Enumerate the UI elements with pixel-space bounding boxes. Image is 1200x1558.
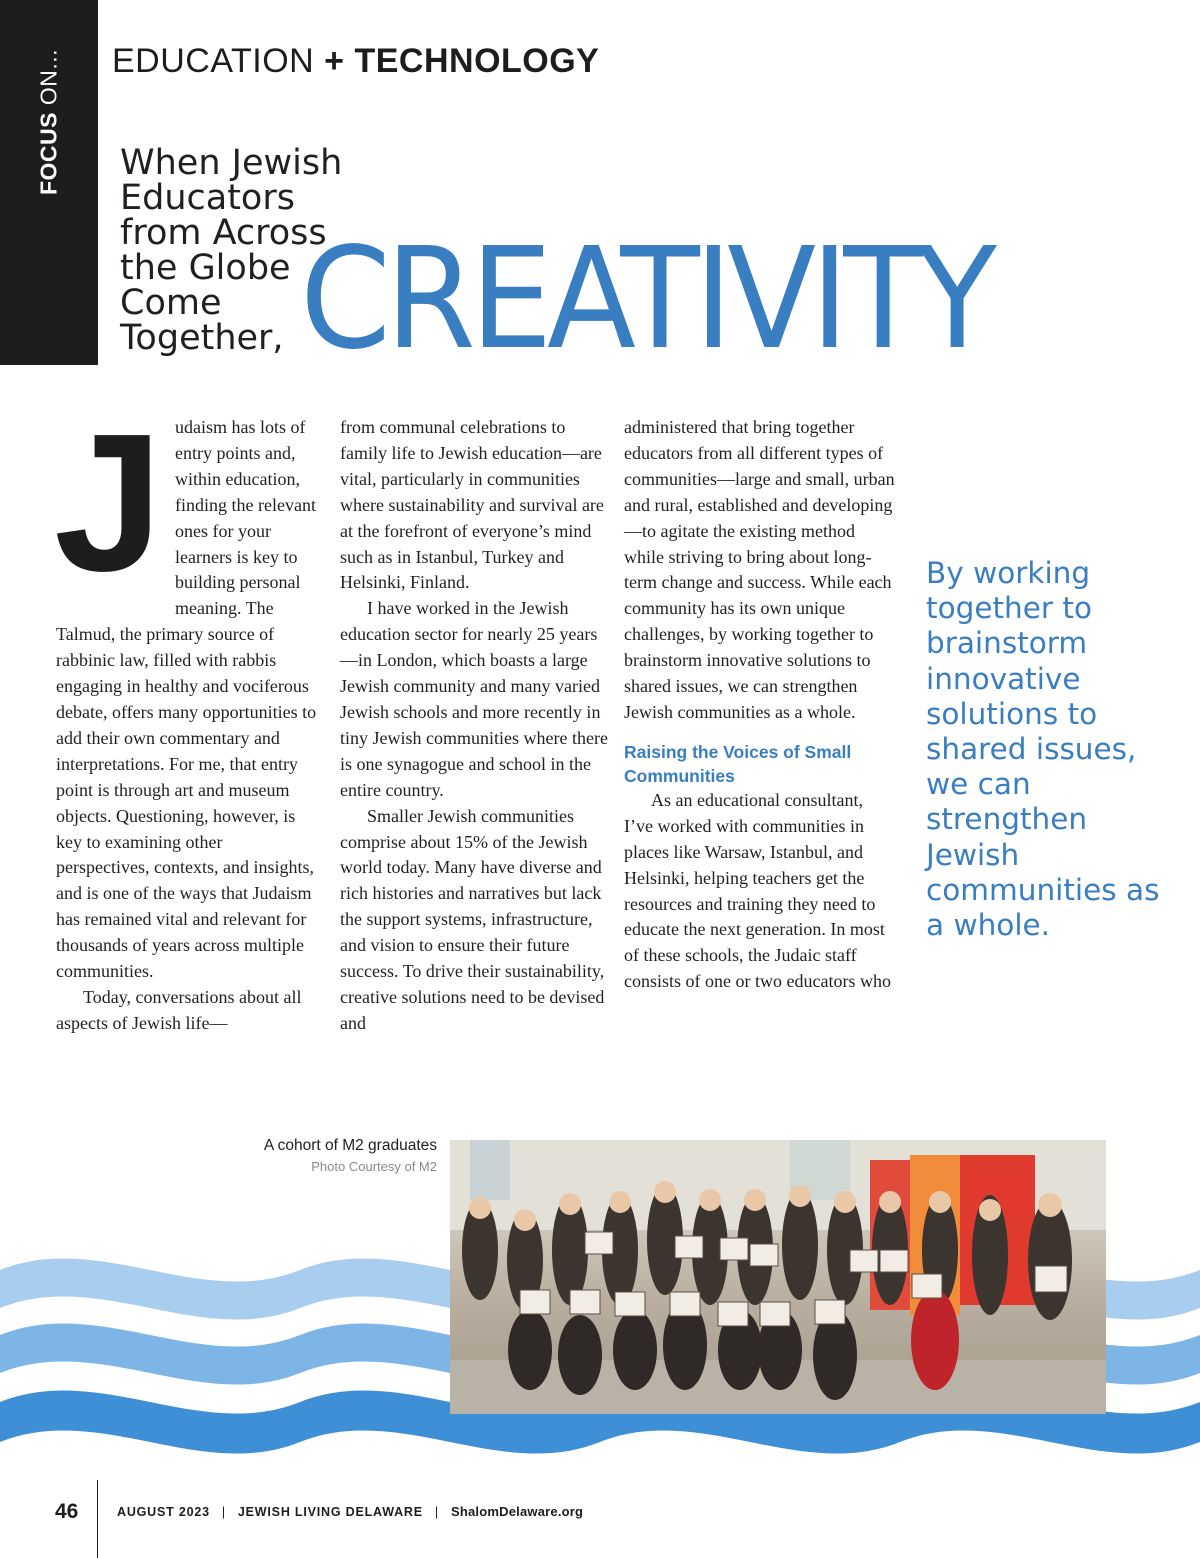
- article-paragraph: from communal celebrations to family life to Jewish education—are vital, particularly in communities where sustainability and survival are at the forefront of everyone’s mind such as in Istanbul, Turkey and Helsinki, Finland.: [340, 417, 604, 593]
- article-column-2: [340, 415, 610, 1037]
- focus-label-light: ON...: [35, 48, 62, 113]
- headline-line: When Jewish: [120, 143, 343, 183]
- drop-cap: J: [54, 393, 164, 612]
- article-paragraph: Smaller Jewish communities comprise about 15% of the Jewish world today. Many have diverse and rich histories and narratives but lack the support systems, infrastructure, and vision to ensure their future success. To drive their sustainability, creative solutions need to be devised and: [340, 805, 605, 1033]
- footer-divider: [97, 1480, 98, 1558]
- footer-website-link[interactable]: ShalomDelaware.org: [450, 1504, 584, 1519]
- headline-big-word: CREATIVITY: [300, 218, 992, 381]
- article-paragraph: administered that bring together educators from all different types of communities—large and small, urban and rural, established and developing—to agitate the existing method while striving to bring about long-term change and success. While each community has its own unique challenges, by working together to brainstorm innovative solutions to shared issues, we can strengthen Jewish communities as a whole.: [624, 417, 895, 722]
- focus-label: [36, 49, 63, 195]
- group-photo-illustration: [450, 1140, 1106, 1414]
- article-paragraph: I have worked in the Jewish education sector for nearly 25 years—in London, which boasts a large Jewish community and many varied Jewish schools and more recently in tiny Jewish communities where there is one synagogue and school in the entire country.: [340, 598, 608, 800]
- headline-line: the Globe: [120, 248, 291, 288]
- section-part1: EDUCATION: [112, 42, 315, 80]
- footer-publication: JEWISH LIVING DELAWARE: [237, 1505, 423, 1519]
- section-heading: [112, 42, 599, 81]
- article-subheading: Raising the Voices of Small Communities: [624, 741, 852, 786]
- article-paragraph: udaism has lots of entry points and, within education, finding the relevant ones for your learners is key to building personal meaning. The Talmud, the primary source of rabbinic law, filled with rabbis engaging in healthy and vociferous debate, offers many opportunities to add their own commentary and interpretations. For me, that entry point is through art and museum objects. Questioning, however, is key to examining other perspectives, contexts, and insights, and is one of the ways that Judaism has remained vital and relevant for thousands of years across multiple communities.: [56, 417, 317, 982]
- focus-sidebar: [0, 0, 98, 365]
- article-paragraph: As an educational consultant, I’ve worked with communities in places like Warsaw, Istanbul, and Helsinki, helping teachers get the resources and training they need to educate the next generation. In most of these schools, the Judaic staff consists of one or two educators who: [624, 789, 891, 992]
- headline-line: Come: [120, 283, 222, 323]
- headline-line: from Across: [120, 213, 327, 253]
- section-plus: +: [314, 42, 355, 80]
- photo-credit: Photo Courtesy of M2: [311, 1159, 437, 1174]
- footer-separator: |: [434, 1505, 439, 1519]
- article-paragraph: Today, conversations about all aspects of Jewish life—: [56, 986, 302, 1033]
- footer-text: [117, 1504, 583, 1519]
- pull-quote: By working together to brainstorm innovative solutions to shared issues, we can strengthen Jewish communities as a whole.: [926, 556, 1160, 943]
- page-footer: [0, 1480, 1200, 1558]
- footer-separator: |: [221, 1505, 226, 1519]
- page-number: 46: [55, 1500, 79, 1523]
- article-column-1: [54, 393, 320, 1037]
- photo-caption-title: A cohort of M2 graduates: [263, 1137, 437, 1154]
- section-part2: TECHNOLOGY: [354, 42, 600, 80]
- headline-line: Educators: [120, 178, 295, 218]
- headline-line: Together,: [120, 318, 284, 358]
- article-column-3: [624, 415, 896, 995]
- group-photo: [450, 1140, 1106, 1414]
- photo-caption: [150, 1137, 437, 1174]
- footer-date: AUGUST 2023: [117, 1505, 210, 1519]
- focus-label-bold: FOCUS: [35, 112, 62, 196]
